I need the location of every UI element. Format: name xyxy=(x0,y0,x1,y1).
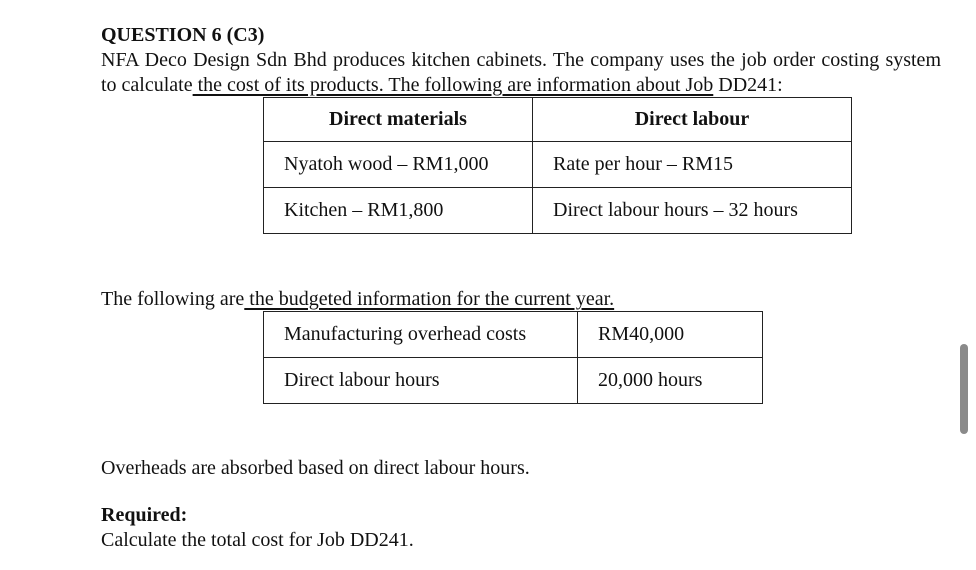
table-cell: Nyatoh wood – RM1,000 xyxy=(264,142,533,188)
table-row xyxy=(264,142,852,188)
table-header-row xyxy=(264,98,852,142)
table-cell: Direct labour hours xyxy=(264,358,578,404)
table-cell: RM40,000 xyxy=(578,312,763,358)
budget-table xyxy=(263,311,763,404)
budget-intro-underlined-text: the budgeted information for the current year. xyxy=(244,288,615,310)
table-row xyxy=(264,312,763,358)
intro-paragraph xyxy=(101,48,941,98)
table-cell: Rate per hour – RM15 xyxy=(533,142,852,188)
table-cell: Kitchen – RM1,800 xyxy=(264,188,533,234)
header-direct-labour: Direct labour xyxy=(533,98,852,142)
vertical-scrollbar[interactable] xyxy=(960,344,968,434)
intro-text: NFA Deco Design Sdn Bhd produces kitchen cabinets. The company uses the job order costing system to calculate xyxy=(101,49,941,96)
table-cell: Direct labour hours – 32 hours xyxy=(533,188,852,234)
required-label: Required: xyxy=(101,504,188,526)
question-title: QUESTION 6 (C3) xyxy=(101,24,265,46)
job-cost-table xyxy=(263,97,852,234)
budget-intro-text: The following are xyxy=(101,288,245,310)
required-task: Calculate the total cost for Job DD241. xyxy=(101,529,414,551)
table-cell: Manufacturing overhead costs xyxy=(264,312,578,358)
header-direct-materials: Direct materials xyxy=(264,98,533,142)
intro-job-ref: DD241: xyxy=(713,74,783,96)
table-cell: 20,000 hours xyxy=(578,358,763,404)
intro-underlined-text: the cost of its products. The following are information about Job xyxy=(192,74,714,96)
table-row xyxy=(264,358,763,404)
overhead-note: Overheads are absorbed based on direct labour hours. xyxy=(101,457,530,479)
table-row xyxy=(264,188,852,234)
budget-intro xyxy=(101,287,614,312)
